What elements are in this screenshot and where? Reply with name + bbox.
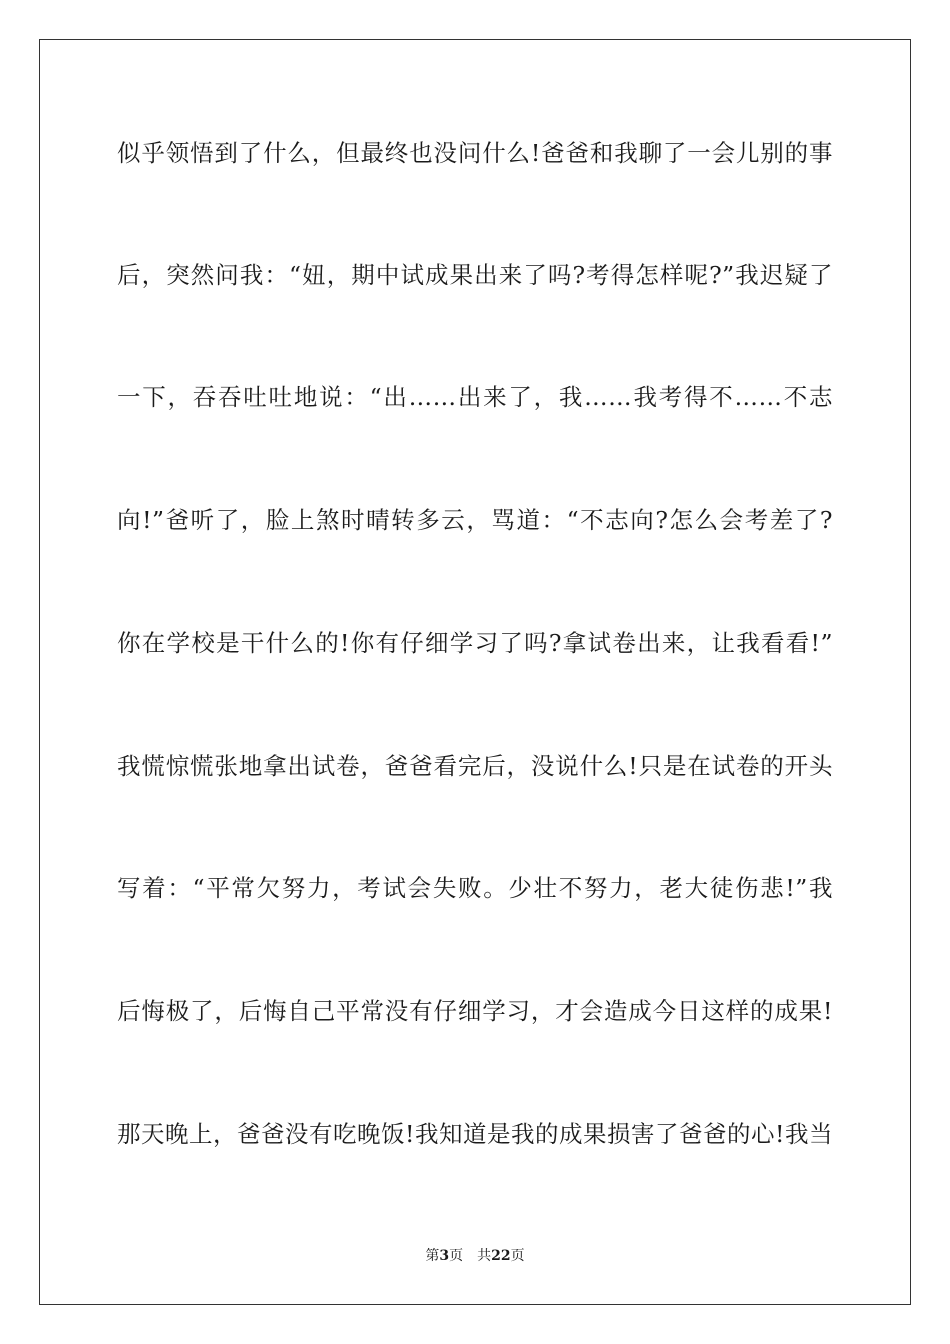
body-text-line-4: 向!”爸听了，脸上煞时晴转多云，骂道：“不志向?怎么会考差了?: [117, 506, 833, 534]
body-text-line-9: 那天晚上，爸爸没有吃晚饭!我知道是我的成果损害了爸爸的心!我当: [117, 1120, 833, 1148]
page-number: 3: [439, 1248, 450, 1264]
page-suffix: 页: [449, 1248, 464, 1264]
total-suffix: 页: [510, 1248, 525, 1264]
body-text-line-8: 后悔极了，后悔自己平常没有仔细学习，才会造成今日这样的成果!: [117, 997, 833, 1025]
page-footer: [0, 1247, 950, 1265]
body-text-line-2: 后，突然问我：“妞，期中试成果出来了吗?考得怎样呢?”我迟疑了: [117, 261, 833, 289]
page-border: [39, 39, 911, 1305]
body-text-line-5: 你在学校是干什么的!你有仔细学习了吗?拿试卷出来，让我看看!”: [117, 629, 833, 657]
body-text-line-1: 似乎领悟到了什么，但最终也没问什么!爸爸和我聊了一会儿别的事: [117, 139, 833, 167]
page-prefix: 第: [425, 1248, 440, 1264]
body-text-line-7: 写着：“平常欠努力，考试会失败。少壮不努力，老大徒伤悲!”我: [117, 874, 833, 902]
total-pages: 22: [491, 1248, 511, 1264]
total-prefix: 共: [477, 1248, 492, 1264]
body-text-line-6: 我慌惊慌张地拿出试卷，爸爸看完后，没说什么!只是在试卷的开头: [117, 752, 833, 780]
body-text-line-3: 一下，吞吞吐吐地说：“出……出来了，我……我考得不……不志: [117, 383, 833, 411]
